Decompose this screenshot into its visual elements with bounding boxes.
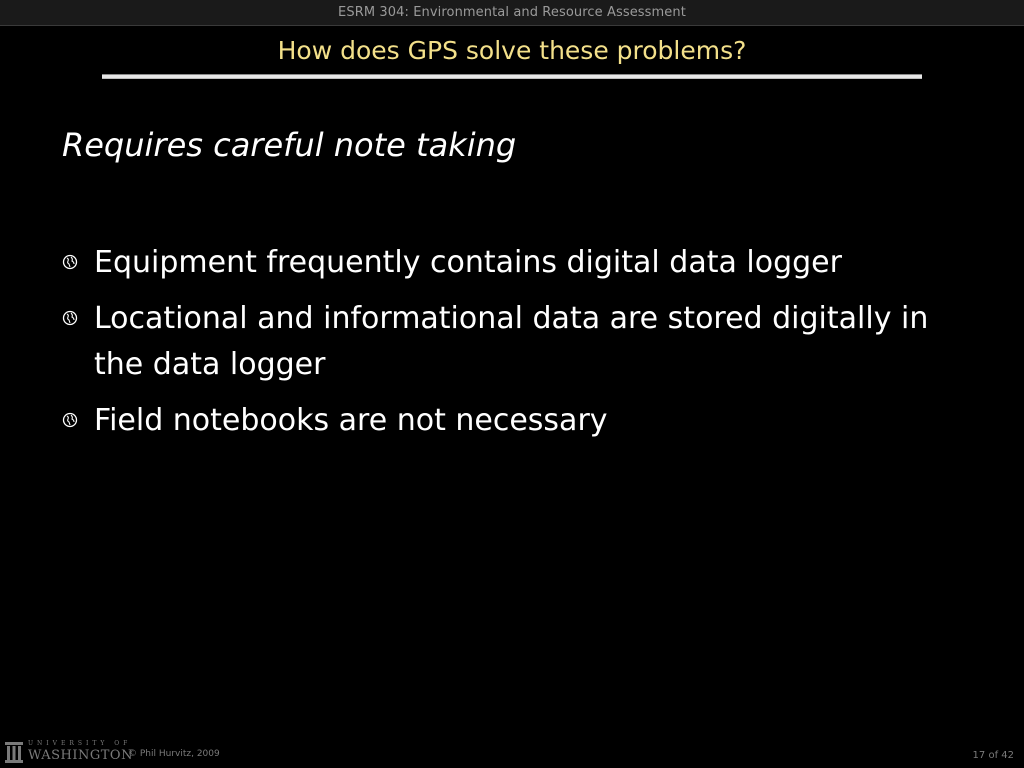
- bullet-text: Field notebooks are not necessary: [94, 403, 608, 438]
- university-logo: [4, 740, 133, 764]
- uw-wordmark-top: UNIVERSITY OF: [28, 740, 132, 747]
- globe-icon: [62, 412, 78, 428]
- page-number: 17 of 42: [972, 750, 1014, 761]
- bullet-item: [62, 296, 962, 388]
- course-header: [0, 0, 1024, 26]
- slide-footer: [0, 738, 1024, 768]
- bullet-text: Equipment frequently contains digital data logger: [94, 245, 842, 280]
- title-divider: [102, 74, 922, 79]
- uw-column-icon: [4, 740, 24, 764]
- slide-title: How does GPS solve these problems?: [277, 36, 747, 65]
- bullet-list: [62, 240, 962, 454]
- bullet-text: Locational and informational data are stored digitally in the data logger: [94, 301, 929, 382]
- uw-wordmark-bottom: WASHINGTON: [28, 748, 133, 763]
- slide-subtitle: Requires careful note taking: [62, 126, 517, 164]
- bullet-item: [62, 240, 962, 286]
- globe-icon: [62, 254, 78, 270]
- copyright: © Phil Hurvitz, 2009: [128, 749, 220, 759]
- globe-icon: [62, 310, 78, 326]
- uw-wordmark: [28, 740, 133, 764]
- course-title: ESRM 304: Environmental and Resource Assessment: [338, 5, 686, 20]
- bullet-item: [62, 398, 962, 444]
